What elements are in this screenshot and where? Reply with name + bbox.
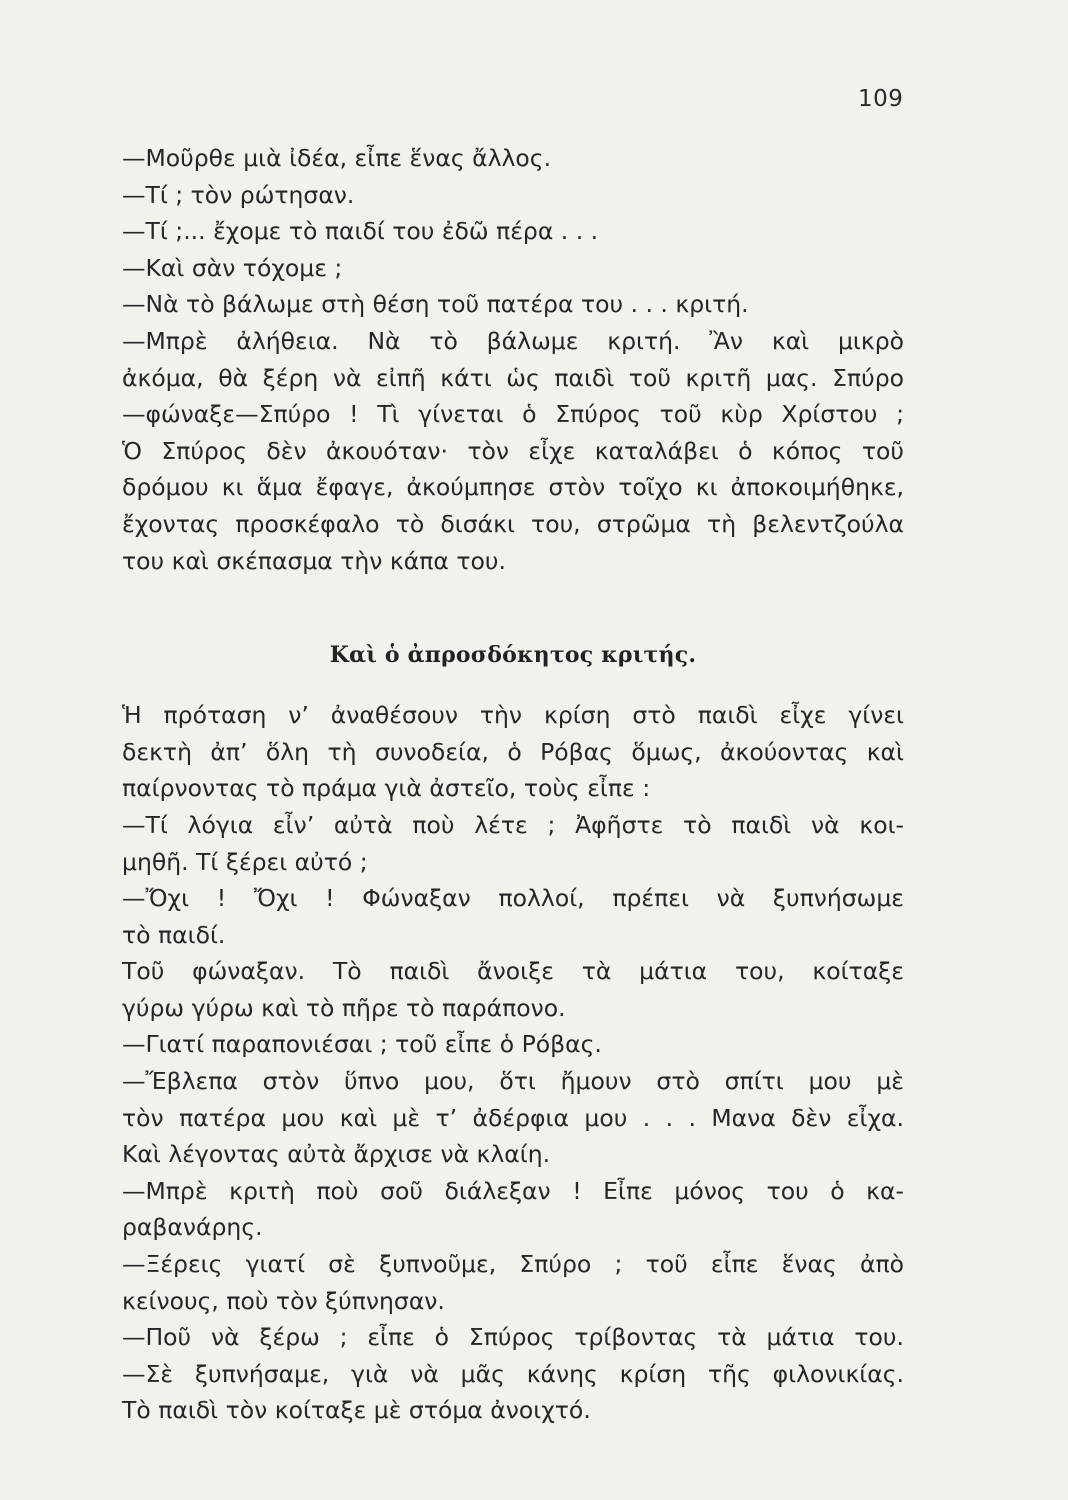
text-line: γύρω γύρω καὶ τὸ πῆρε τὸ παράπονο. [122, 993, 566, 1022]
page-number: 109 [858, 86, 904, 112]
text-line: —Ξέρεις γιατί σὲ ξυπνοῦμε, Σπύρο ; τοῦ εἶπε ἕνας ἀπὸ [122, 1250, 904, 1279]
text-line: Τοῦ φώναξαν. Τὸ παιδὶ ἄνοιξε τὰ μάτια του, κοίταξε [122, 957, 904, 986]
text-line: τὸ παιδί. [122, 920, 226, 949]
text-line: —Σὲ ξυπνήσαμε, γιὰ νὰ μᾶς κάνης κρίση τῆς φιλονικίας. [122, 1359, 904, 1388]
text-line: —Μοῦρθε μιὰ ἰδέα, εἶπε ἕνας ἄλλος. [122, 144, 552, 172]
text-line: παίρνοντας τὸ πράμα γιὰ ἀστεῖο, τοὺς εἶπε : [122, 774, 651, 803]
text-line: ἔχοντας προσκέφαλο τὸ δισάκι του, στρῶμα τὴ βελεντζούλα [122, 509, 904, 538]
text-line: —Ὄχι ! Ὄχι ! Φώναξαν πολλοί, πρέπει νὰ ξυπνήσωμε [122, 884, 904, 913]
text-line: —φώναξε—Σπύρο ! Τὶ γίνεται ὁ Σπύρος τοῦ κὺρ Χρίστου ; [122, 400, 904, 429]
text-line: του καὶ σκέπασμα τὴν κάπα του. [122, 546, 506, 575]
section-heading: Καὶ ὁ ἀπροσδόκητος κριτής. [329, 642, 697, 669]
text-line: —Ποῦ νὰ ξέρω ; εἶπε ὁ Σπύρος τρίβοντας τὰ μάτια του. [122, 1323, 904, 1352]
text-line: —Γιατί παραπονιέσαι ; τοῦ εἶπε ὁ Ρόβας. [122, 1030, 602, 1059]
text-line: —Μπρὲ κριτὴ ποὺ σοῦ διάλεξαν ! Εἶπε μόνος του ὁ κα- [122, 1176, 904, 1205]
text-line: τὸν πατέρα μου καὶ μὲ τ’ ἀδέρφια μου . . . Μανα δὲν εἶχα. [122, 1103, 904, 1132]
text-line: —Τί λόγια εἶν’ αὐτὰ ποὺ λέτε ; Ἀφῆστε τὸ παιδὶ νὰ κοι- [122, 810, 904, 839]
text-line: —Νὰ τὸ βάλωμε στὴ θέση τοῦ πατέρα του . . . κριτή. [122, 290, 749, 319]
text-line: κείνους, ποὺ τὸν ξύπνησαν. [122, 1286, 445, 1315]
text-line: —Τί ;... ἔχομε τὸ παιδί του ἐδῶ πέρα . . . [122, 217, 599, 246]
section-gap [122, 579, 904, 637]
text-line: ἀκόμα, θὰ ξέρη νὰ εἰπῆ κάτι ὡς παιδὶ τοῦ κριτῆ μας. Σπύρο [122, 363, 904, 392]
text-line: —Μπρὲ ἀλήθεια. Νὰ τὸ βάλωμε κριτή. Ἂν καὶ μικρὸ [122, 326, 904, 355]
text-line: Ἡ πρόταση ν’ ἀναθέσουν τὴν κρίση στὸ παιδὶ εἶχε γίνει [122, 701, 904, 730]
text-line: —Ἔβλεπα στὸν ὕπνο μου, ὅτι ἤμουν στὸ σπίτι μου μὲ [122, 1067, 904, 1096]
text-line: δεκτὴ ἀπ’ ὅλη τὴ συνοδεία, ὁ Ρόβας ὅμως, ἀκούοντας καὶ [122, 737, 904, 766]
text-line: Ὁ Σπύρος δὲν ἀκουόταν· τὸν εἶχε καταλάβει ὁ κόπος τοῦ [122, 436, 904, 465]
text-line: δρόμου κι ἅμα ἔφαγε, ἀκούμπησε στὸν τοῖχο κι ἀποκοιμήθηκε, [122, 473, 904, 502]
text-line: μηθῆ. Τί ξέρει αὐτό ; [122, 847, 368, 876]
section-gap [122, 673, 904, 697]
text-line: —Καὶ σὰν τόχομε ; [122, 253, 343, 282]
text-line: —Τί ; τὸν ρώτησαν. [122, 180, 355, 209]
text-line: ραβανάρης. [122, 1213, 263, 1242]
text-line: Τὸ παιδὶ τὸν κοίταξε μὲ στόμα ἀνοιχτό. [122, 1396, 591, 1425]
text-line: Καὶ λέγοντας αὐτὰ ἄρχισε νὰ κλαίη. [122, 1140, 551, 1169]
text-block [122, 140, 904, 1429]
